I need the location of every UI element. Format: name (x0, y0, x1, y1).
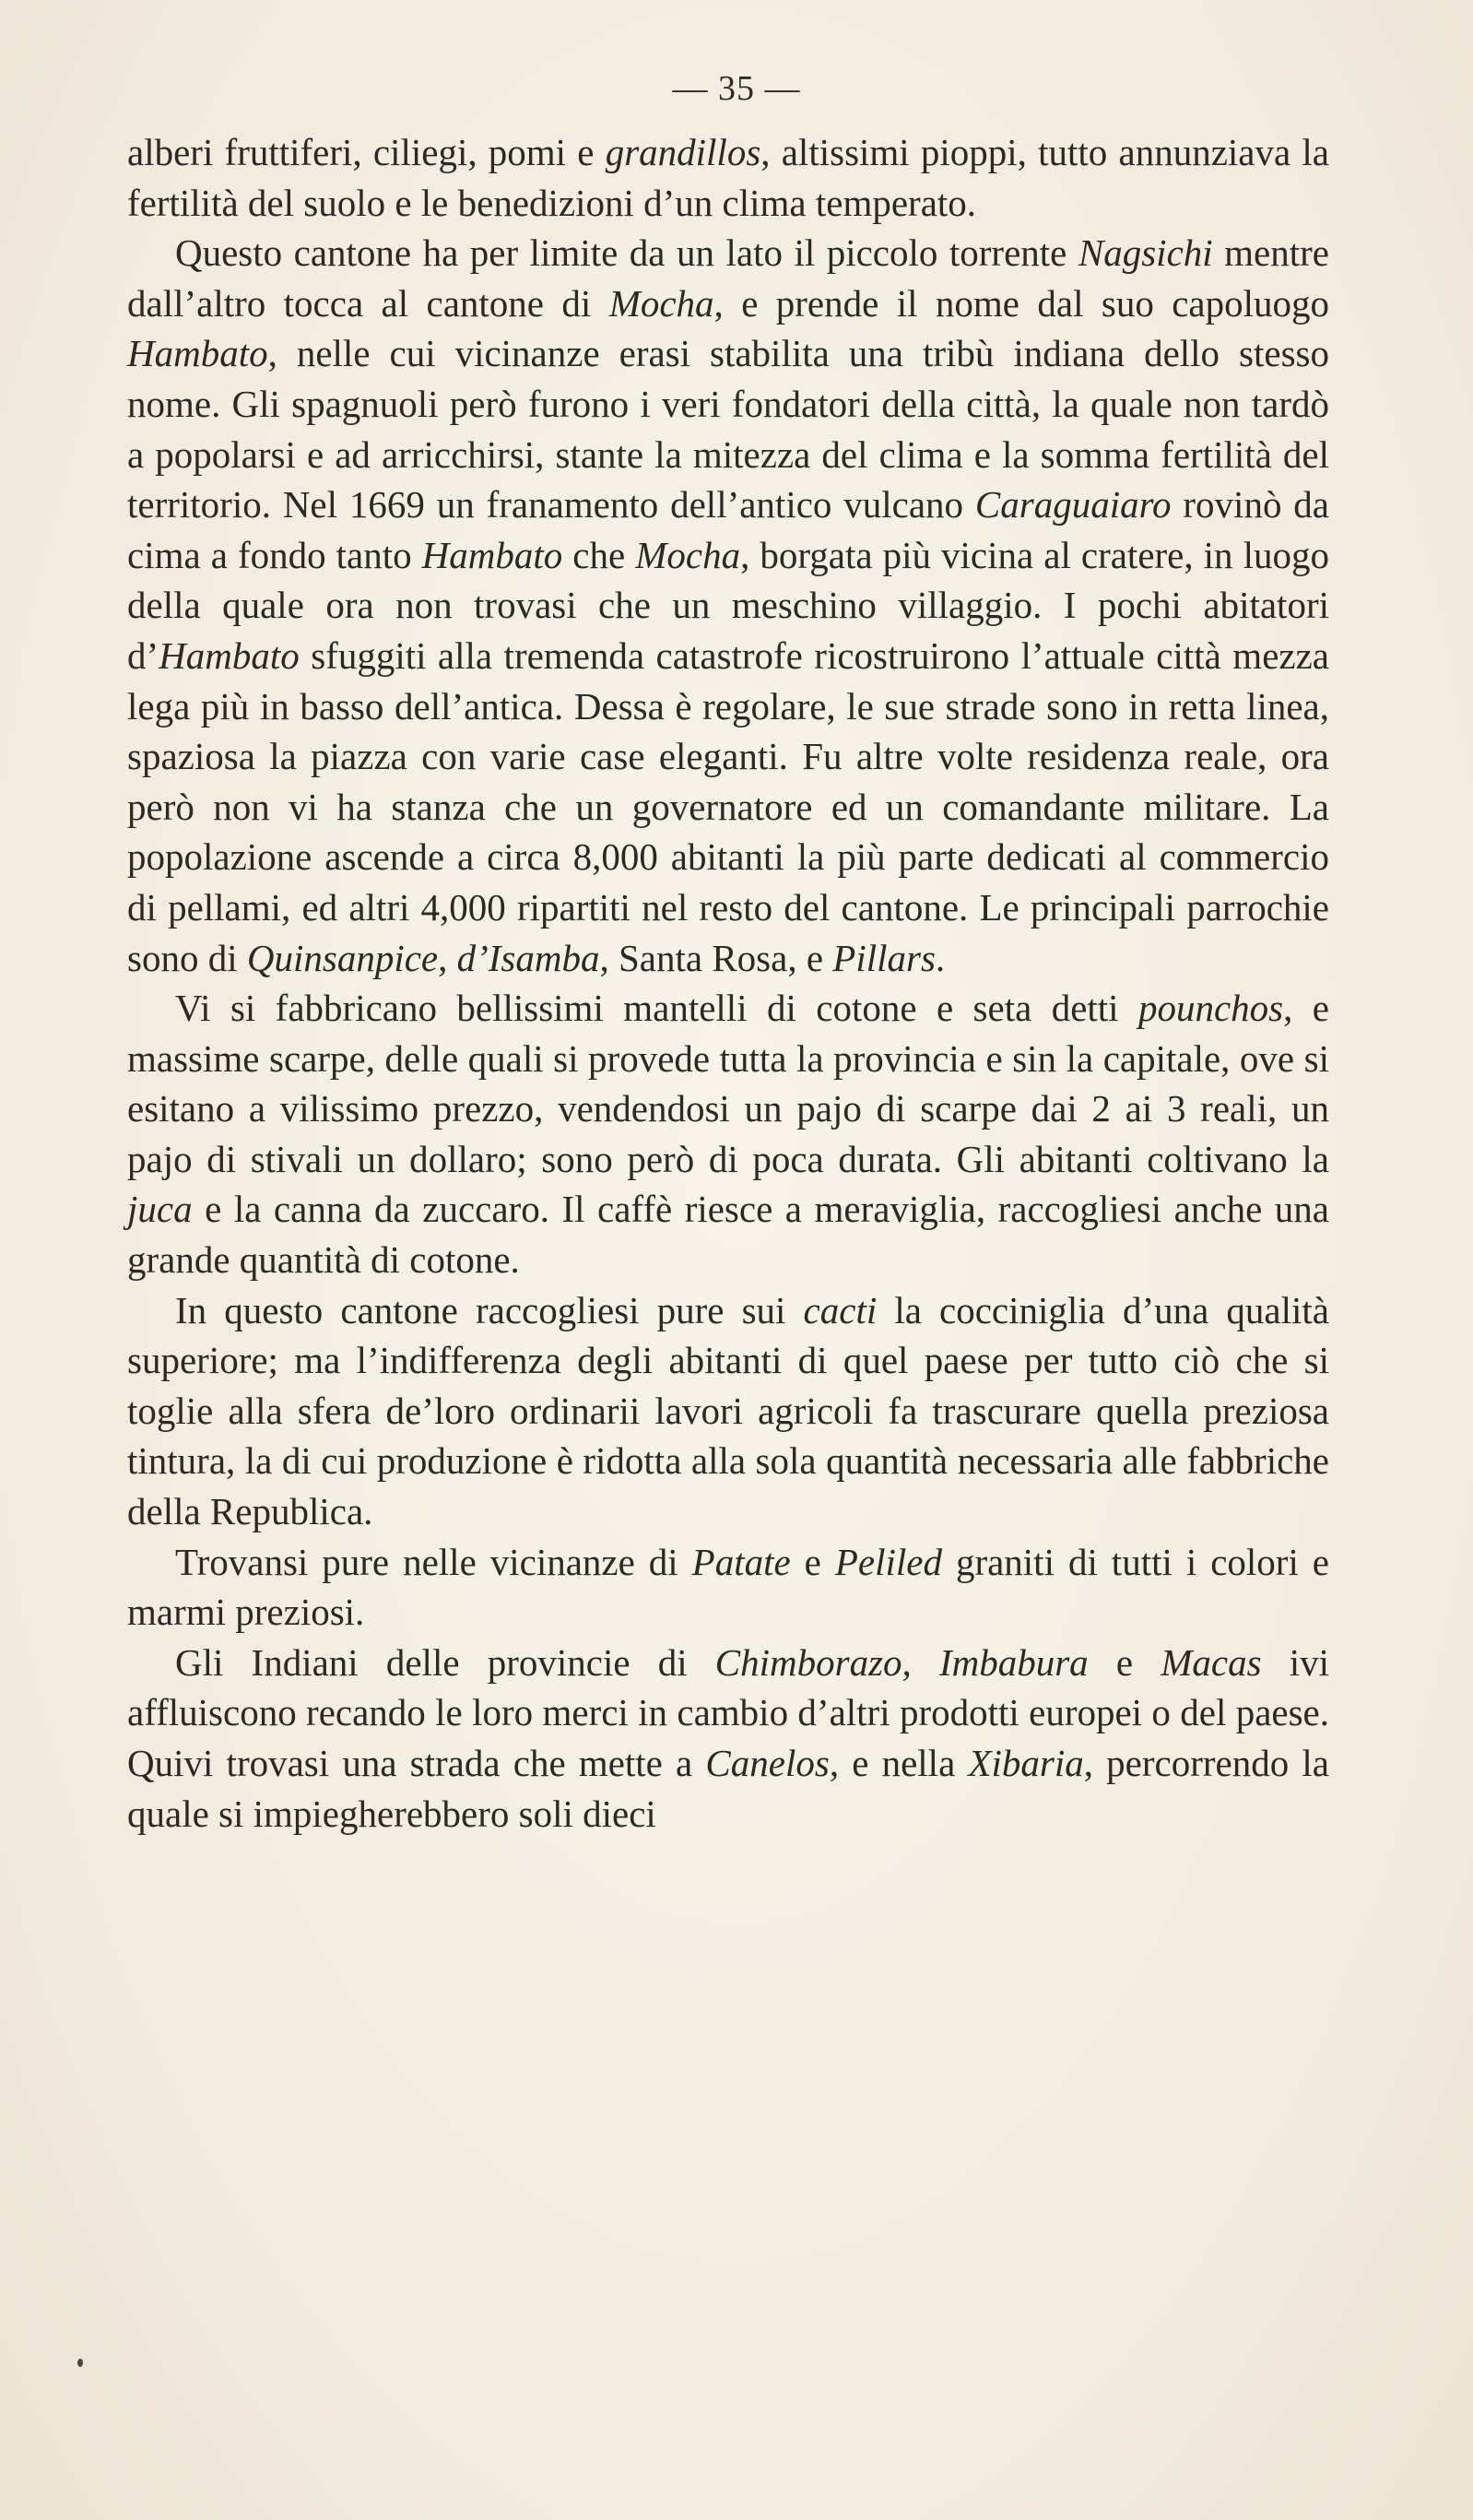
text-run: , Santa Rosa, e (599, 936, 833, 979)
text-run: rovinò da cima a fondo tanto (127, 483, 1329, 576)
text-run: la cocciniglia d’una qualità superiore; ma l’indifferenza degli abitanti di quel paese per tutto ciò che si toglie alla sfera de’loro ordinarii lavori agricoli fa trascurare quella preziosa tintura, la di cui produzione è ridotta alla sola quantità necessaria alle fabbriche della Republica. (127, 1288, 1329, 1533)
italic-term: Peliled (834, 1540, 942, 1583)
italic-term: Hambato (421, 533, 563, 576)
text-run: sfuggiti alla tremenda catastrofe ricostruirono l’attuale città mezza lega più in basso dell’antica. Dessa è regolare, le sue strade sono in retta linea, spaziosa la piazza con varie case eleganti. Fu altre volte residenza reale, ora però non vi ha stanza che un governatore ed un comandante militare. La popolazione ascende a circa 8,000 abitanti la più parte dedicati al commercio di pellami, ed altri 4,000 ripartiti nel resto del cantone. Le principali parrochie sono di (127, 633, 1329, 979)
italic-term: pounchos (1137, 987, 1284, 1030)
italic-term: cacti (803, 1288, 878, 1331)
text-run: graniti di tutti i colori e marmi preziosi. (127, 1540, 1330, 1634)
italic-term: d’Isamba (456, 936, 600, 979)
italic-term: juca (127, 1188, 193, 1231)
paragraph-indians (127, 1638, 1329, 1839)
text-run: Questo cantone ha per limite da un lato il piccolo torrente (175, 231, 1078, 275)
text-run: . (935, 936, 946, 979)
text-run: Gli Indiani delle provincie di (175, 1640, 715, 1684)
text-run: , altissimi pioppi, tutto annunziava la fertilità del suolo e le benedizioni d’un clima temperato. (127, 131, 1329, 224)
text-run: Trovansi pure nelle vicinanze di (175, 1540, 692, 1583)
text-run: alberi fruttiferi, ciliegi, pomi e (127, 131, 606, 173)
paragraph-cochineal (127, 1285, 1329, 1537)
italic-term: grandillos (605, 131, 761, 173)
italic-term: Quinsanpice (246, 936, 439, 979)
text-run: e la canna da zuccaro. Il caffè riesce a meraviglia, raccogliesi anche una grande quantità di cotone. (127, 1188, 1329, 1282)
text-run: Vi si fabbricano bellissimi mantelli di cotone e seta detti (175, 987, 1138, 1030)
italic-term: Macas (1161, 1640, 1262, 1684)
italic-term: Pillars (832, 936, 936, 979)
italic-term: Nagsichi (1078, 231, 1213, 275)
italic-term: Caraguaiaro (974, 483, 1172, 526)
italic-term: Canelos (705, 1742, 830, 1784)
text-run: che (562, 533, 636, 576)
page-number: — 35 — (672, 69, 801, 108)
italic-term: Hambato (159, 633, 300, 677)
text-run: , e massime scarpe, delle quali si provede tutta la provincia e sin la capitale, ove si esitano a vilissimo prezzo, vendendosi un pajo di scarpe dai 2 ai 3 reali, un pajo di stivali un dollaro; sono però di poca durata. Gli abitanti coltivano la (127, 987, 1329, 1180)
text-run: , percorrendo la quale si impiegherebbero soli dieci (127, 1742, 1329, 1835)
italic-term: Xibaria (968, 1742, 1084, 1784)
italic-term: Chimborazo, Imbabura (714, 1640, 1089, 1684)
italic-term: Mocha (635, 533, 741, 576)
text-run: , borgata più vicina al cratere, in luogo della quale ora non trovasi che un meschino villaggio. I pochi abitatori d’ (127, 533, 1329, 677)
text-run: , (438, 936, 457, 979)
text-run: mentre dall’altro tocca al cantone di (127, 231, 1329, 325)
ink-spot (77, 2359, 83, 2367)
italic-term: Mocha (608, 281, 714, 325)
paragraph-cantone-description (127, 228, 1329, 983)
italic-term: Hambato (127, 332, 268, 375)
text-run: In questo cantone raccogliesi pure sui (175, 1288, 804, 1331)
text-run: e (790, 1540, 835, 1583)
text-run: , e nella (829, 1742, 969, 1784)
paragraph-granites (127, 1537, 1329, 1638)
paragraph-continued (127, 127, 1329, 228)
body-text (127, 127, 1329, 1839)
paragraph-manufactures (127, 983, 1329, 1285)
text-run: , nelle cui vicinanze erasi stabilita una tribù indiana dello stesso nome. Gli spagnuoli però furono i veri fondatori della città, la quale non tardò a popolarsi e ad arricchirsi, stante la mitezza del clima e la somma fertilità del territorio. Nel 1669 un franamento dell’antico vulcano (127, 332, 1329, 526)
text-run: ivi affluiscono recando le loro merci in cambio d’altri prodotti europei o del paese. Quivi trovasi una strada che mette a (127, 1640, 1329, 1784)
text-run: e (1088, 1640, 1161, 1684)
italic-term: Patate (691, 1540, 791, 1583)
text-run: , e prende il nome dal suo capoluogo (713, 281, 1329, 325)
